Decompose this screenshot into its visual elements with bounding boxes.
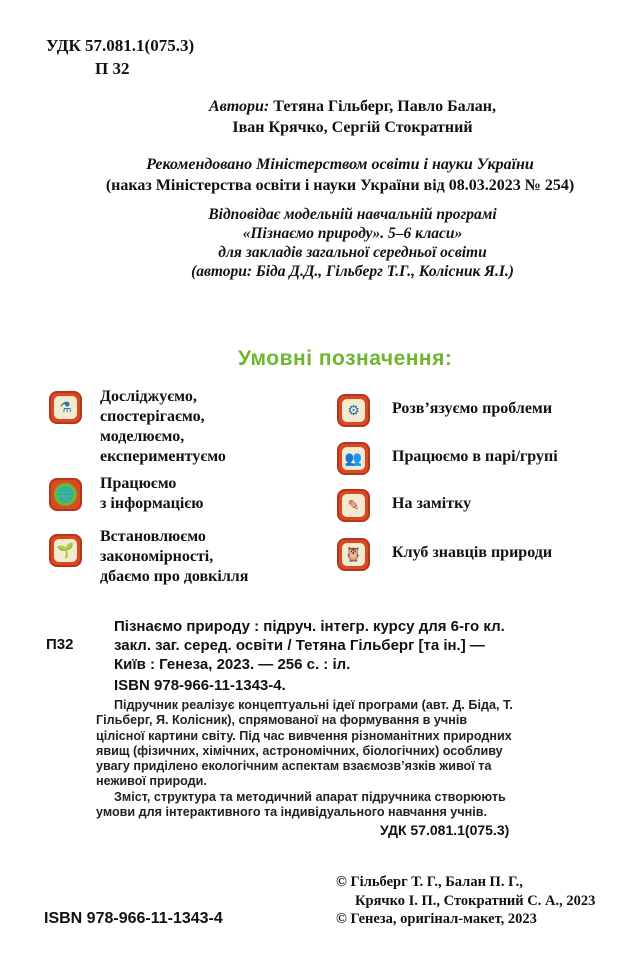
copyright-block: [336, 873, 595, 929]
program-line-3: для закладів загальної середньої освіти: [218, 244, 487, 261]
program-line-1: Відповідає модельній навчальній програмі: [208, 206, 497, 223]
copyright-line-1: © Гільберг Т. Г., Балан П. Г.,: [336, 874, 523, 890]
flask-icon: ⚗: [49, 391, 82, 424]
udk-code: УДК 57.081.1(075.3): [46, 36, 195, 55]
legend-title: Умовні позначення:: [238, 347, 453, 370]
copyright-line-2: Крячко І. П., Стократний С. А., 2023: [355, 892, 596, 909]
authors-line-1: Тетяна Гільберг, Павло Балан,: [273, 98, 497, 115]
biblio-code: П32: [46, 636, 74, 653]
notepad-icon: ✎: [337, 489, 370, 522]
biblio-details: [114, 636, 485, 674]
authors-block: [100, 96, 605, 138]
legend-item-information: [100, 474, 203, 514]
legend-text: дбаємо про довкілля: [100, 568, 249, 585]
legend-text: спостерігаємо,: [100, 408, 205, 425]
recommendation-line-1: Рекомендовано Міністерством освіти і науки України: [146, 156, 534, 173]
library-code: П 32: [95, 59, 130, 78]
legend-item-research: [100, 387, 226, 467]
legend-item-problems: [392, 399, 552, 419]
footer-isbn: ISBN 978-966-11-1343-4: [44, 910, 223, 927]
abstract-paragraph-1: Підручник реалізує концептуальні ідеї програми (авт. Д. Біда, Т. Гільберг, Я. Колісник), спрямованої на формування в учнів цілісної картини світу. Під час вивчення різноманітних природних явищ (фізичних, хімічних, астрономічних, біологічних) особливу увагу приділено екологічним аспектам взаємозв’язків живої та неживої природи.: [96, 698, 513, 789]
legend-text: моделюємо,: [100, 428, 185, 445]
group-icon: 👥: [337, 442, 370, 475]
udk-bottom: УДК 57.081.1(075.3): [380, 822, 510, 838]
legend-item-club: [392, 543, 552, 563]
legend-text: Клуб знавців природи: [392, 544, 553, 561]
biblio-line-3: Київ : Генеза, 2023. — 256 с. : іл.: [114, 656, 351, 673]
recommendation-line-2: (наказ Міністерства освіти і науки України від 08.03.2023 № 254): [105, 177, 575, 194]
authors-label: Автори:: [208, 98, 270, 115]
legend-text: Працюємо: [100, 475, 177, 492]
abstract: [96, 698, 516, 820]
owl-icon: 🦉: [337, 538, 370, 571]
legend-text: Досліджуємо,: [100, 388, 197, 405]
legend-text: Встановлюємо: [100, 528, 206, 545]
legend-text: експериментуємо: [100, 448, 226, 465]
legend-text: закономірності,: [100, 548, 214, 565]
legend-item-pairs: [392, 447, 558, 467]
program-block: [100, 205, 605, 281]
copyright-line-3: © Генеза, оригінал-макет, 2023: [336, 911, 537, 927]
legend-item-environment: [100, 527, 248, 587]
recommendation-block: [60, 154, 620, 196]
legend-text: Працюємо в парі/групі: [392, 448, 558, 465]
biblio-title-line: Пізнаємо природу : підруч. інтегр. курсу для 6-го кл.: [114, 618, 505, 635]
gears-icon: ⚙: [337, 394, 370, 427]
hands-plant-icon: 🌱: [49, 534, 82, 567]
biblio-line-2: закл. заг. серед. освіти / Тетяна Гільберг [та ін.] —: [114, 637, 485, 654]
authors-line-2: Іван Крячко, Сергій Стократний: [232, 119, 473, 136]
legend-text: На замітку: [392, 495, 472, 512]
legend-text: з інформацією: [100, 495, 204, 512]
program-line-2: «Пізнаємо природу». 5–6 класи»: [242, 225, 463, 242]
biblio-isbn: ISBN 978-966-11-1343-4.: [114, 677, 286, 694]
legend-item-notes: [392, 494, 471, 514]
program-line-4: (автори: Біда Д.Д., Гільберг Т.Г., Колісник Я.І.): [191, 263, 514, 280]
globe-icon: 🌐: [49, 478, 82, 511]
abstract-paragraph-2: Зміст, структура та методичний апарат підручника створюють умови для інтерактивного та індивідуального навчання учнів.: [96, 789, 506, 820]
legend-text: Розв’язуємо проблеми: [392, 400, 553, 417]
